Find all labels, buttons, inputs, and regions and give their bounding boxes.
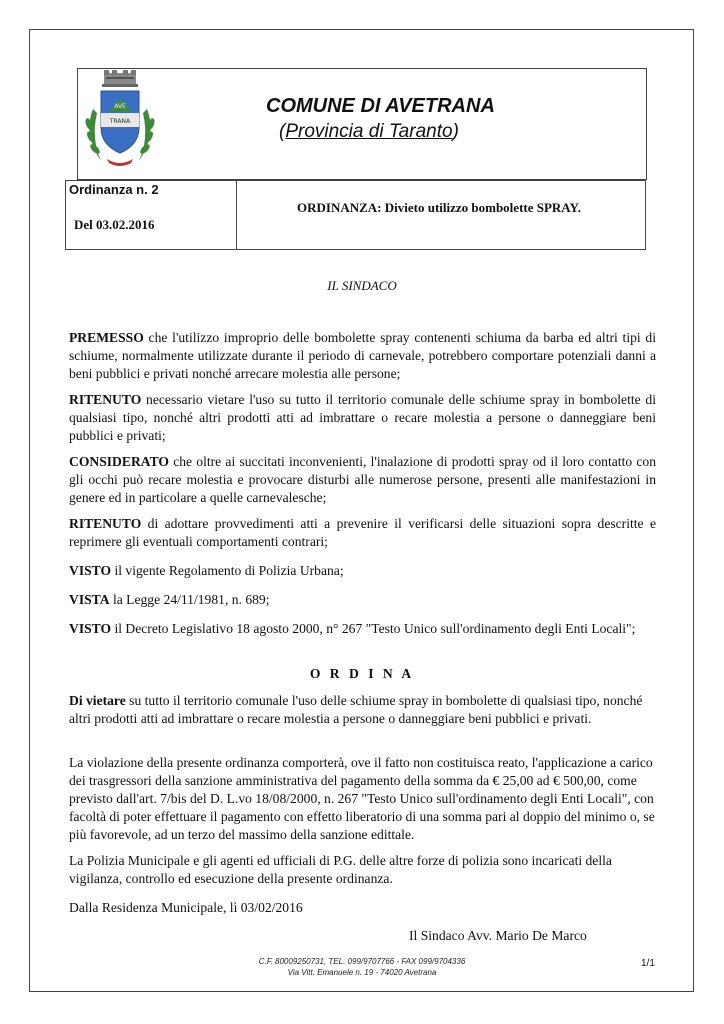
footer-line-1: C.F. 80009250731, TEL. 099/9707766 - FAX 099/9704336	[258, 957, 466, 966]
mayor-signature: Il Sindaco Avv. Mario De Marco	[409, 928, 587, 943]
province-name: Provincia di Taranto	[285, 121, 453, 142]
provision-lead: Di vietare	[69, 693, 126, 708]
provision-text: La violazione della presente ordinanza comporterà, ove il fatto non costituisca reato, l'applicazione a carico dei trasgressori della sanzione amministrativa del pagamento della somma da € 25,00 ad € 500,00, come previsto dall'art. 7/bis del D. L.vo 18/08/2000, n. 267 "Testo Unico sull'ordinamento degli Enti Locali", con facoltà di poter effettuare il pagamento con effetto liberatorio di una somma pari al doppio del minimo o, se più favorevole, ad un terzo del massimo della sanzione edittale.	[69, 755, 655, 842]
paragraph-lead: CONSIDERATO	[69, 454, 169, 469]
ordinance-number: Ordinanza n. 2	[69, 182, 159, 197]
ribbon-icon	[107, 159, 133, 166]
paragraph-text: che l'utilizzo improprio delle bombolette spray contenenti schiuma da barba ed altri tipi di schiume, normalmente utilizzate durante il periodo di carnevale, potrebbero comportare potenziali danni a beni pubblici e privati nonché arrecare molestia alle persone;	[69, 330, 656, 381]
paragraph-ritenuto-1	[69, 391, 656, 445]
provision-text: su tutto il territorio comunale l'uso delle schiume spray in bombolette di qualsiasi tipo, nonché altri prodotti atti ad imbrattare o recare molestia a persone o danneggiare beni pubblici e privati.	[69, 693, 643, 726]
page-number: 1/1	[641, 958, 655, 969]
ordinance-info-divider	[236, 180, 237, 250]
paragraph-premesso	[69, 329, 656, 383]
provision-divieto	[69, 692, 656, 728]
provision-text: Dalla Residenza Municipale, lì 03/02/2016	[69, 900, 303, 915]
paragraph-vista-legge	[69, 591, 656, 609]
authority-heading: IL SINDACO	[327, 278, 397, 293]
subtitle-open-paren: (	[279, 121, 286, 142]
paragraph-text: il vigente Regolamento di Polizia Urbana;	[111, 563, 344, 578]
page-title: COMUNE DI AVETRANA	[266, 95, 495, 117]
paragraph-lead: RITENUTO	[69, 516, 142, 531]
paragraph-text: di adottare provvedimenti atti a prevenire il verificarsi delle situazioni sopra descritte e reprimere gli eventuali comportamenti contrari;	[69, 516, 656, 549]
paragraph-lead: RITENUTO	[69, 392, 142, 407]
crown-icon	[102, 70, 138, 87]
paragraph-lead: PREMESSO	[69, 330, 144, 345]
footer-line-2: Via Vitt. Emanuele n. 19 - 74020 Avetrana	[287, 968, 437, 977]
provision-data-luogo	[69, 899, 656, 917]
paragraph-text: necessario vietare l'uso su tutto il territorio comunale delle schiume spray in bombolette di qualsiasi tipo, nonché altri prodotti atti ad imbrattare o recare molestia a persone o danneggiare beni pubblici e privati;	[69, 392, 656, 443]
svg-text:AVE: AVE	[114, 103, 126, 110]
footer-contact	[0, 956, 724, 978]
provision-sanzione	[69, 754, 656, 844]
paragraph-considerato	[69, 453, 656, 507]
paragraph-text: che oltre ai succitati inconvenienti, l'inalazione di prodotti spray od il loro contatto con gli occhi può recare molestia e provocare disturbi alle numerose persone, presenti alle manifestazioni in genere ed in particolare a quelle carnevalesche;	[69, 454, 656, 505]
paragraph-lead: VISTO	[69, 563, 112, 578]
paragraph-text: la Legge 24/11/1981, n. 689;	[109, 592, 270, 607]
subtitle-close-paren: )	[452, 121, 459, 142]
provision-text: La Polizia Municipale e gli agenti ed ufficiali di P.G. delle altre forze di polizia sono incaricati della vigilanza, controllo ed esecuzione della presente ordinanza.	[69, 853, 612, 886]
ordina-heading: O R D I N A	[309, 666, 415, 681]
paragraph-text: il Decreto Legislativo 18 agosto 2000, n° 267 "Testo Unico sull'ordinamento degli Enti Locali";	[111, 621, 636, 636]
paragraph-visto-decreto	[69, 620, 656, 638]
page-subtitle	[279, 121, 459, 143]
paragraph-lead: VISTA	[69, 592, 110, 607]
municipal-crest-logo	[79, 69, 161, 173]
svg-text:TRANA: TRANA	[109, 118, 131, 125]
paragraph-visto-regolamento	[69, 562, 656, 580]
paragraph-lead: VISTO	[69, 621, 112, 636]
ordinance-date: Del 03.02.2016	[74, 217, 155, 232]
provision-vigilanza	[69, 852, 656, 888]
paragraph-ritenuto-2	[69, 515, 656, 551]
ordinance-object: ORDINANZA: Divieto utilizzo bombolette SPRAY.	[297, 200, 581, 215]
